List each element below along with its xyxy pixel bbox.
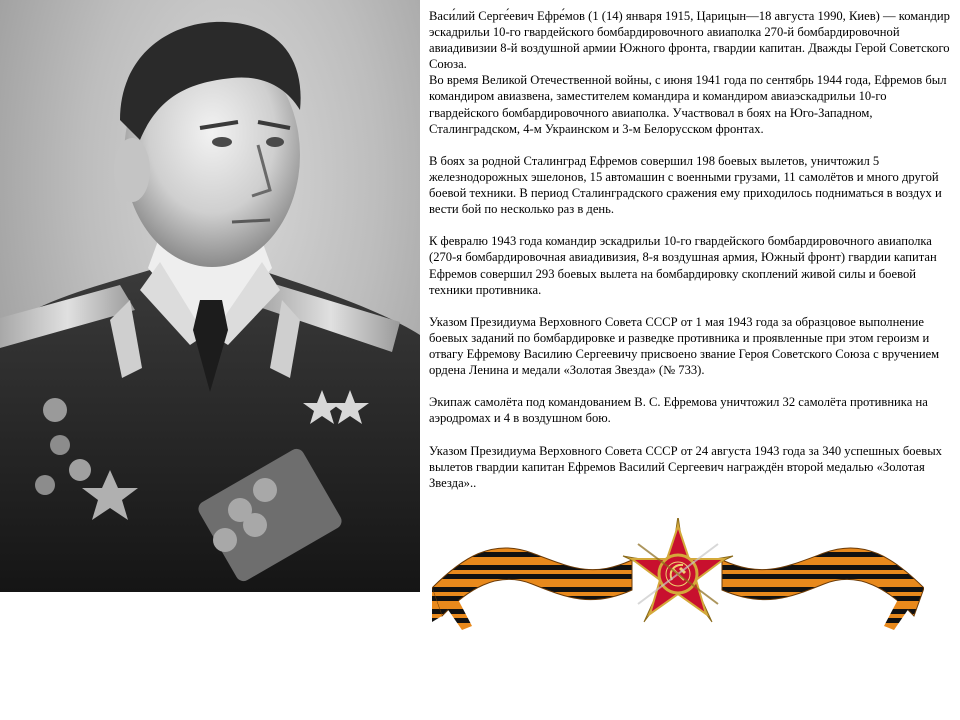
portrait-photo	[0, 0, 420, 592]
biography-paragraph-stalingrad: В боях за родной Сталинград Ефремов совершил 198 боевых вылетов, уничтожил 5 железнодорожных эшелонов, 15 автомашин с военными грузами, 11 самолётов и много другой боевой техники. В период Сталинградского сражения ему приходилось подниматься в воздух и вести бой по несколько раз в день.	[429, 153, 942, 217]
order-of-the-patriotic-war-emblem	[432, 518, 924, 630]
biography-paragraph-hero-award: Указом Президиума Верховного Совета СССР от 1 мая 1943 года за образцовое выполнение боевых заданий по бомбардировке и разведке противника и проявленные при этом героизм и отвагу Ефремову Василию Сергеевичу присвоено звание Героя Советского Союза с вручением ордена Ленина и медали «Золотая Звезда» (№ 733).	[429, 314, 940, 378]
biography-paragraph-war-service: Во время Великой Отечественной войны, с июня 1941 года по сентябрь 1944 года, Ефремов был командиром авиазвена, заместителем командира и командиром авиаэскадрильи 10-го гвардейского бомбардировочного авиаполка. Участвовал в боях на Юго-Западном, Сталинградском, 4-м Украинском и 3-м Белорусском фронтах.	[429, 73, 947, 136]
order-star-icon	[623, 518, 733, 622]
biography-paragraph-crew-kills: Экипаж самолёта под командованием В. С. Ефремова уничтожил 32 самолёта противника на аэродромах и 4 в воздушном бою.	[429, 395, 928, 426]
biography-paragraph-feb-1943: К февралю 1943 года командир эскадрильи 10-го гвардейского бомбардировочного авиаполка (270-я бомбардировочная авиадивизия, 8-я воздушная армия, Южный фронт) гвардии капитан Ефремов совершил 293 боевых вылета на бомбардировку скоплений живой силы и боевой техники противника.	[429, 234, 937, 297]
biography-text	[429, 8, 953, 507]
biography-paragraph-intro: Васи́лий Серге́евич Ефре́мов (1 (14) января 1915, Царицын—18 августа 1990, Киев) — командир эскадрильи 10-го гвардейского бомбардировочного авиаполка 270-й бомбардировочной авиадивизии 8-й воздушной армии Южного фронта, гвардии капитан. Дважды Герой Советского Союза.	[429, 9, 950, 72]
biography-paragraph-second-star: Указом Президиума Верховного Совета СССР от 24 августа 1943 года за 340 успешных боевых вылетов гвардии капитан Ефремов Василий Сергеевич награждён второй медалью «Золотая Звезда»..	[429, 443, 942, 490]
